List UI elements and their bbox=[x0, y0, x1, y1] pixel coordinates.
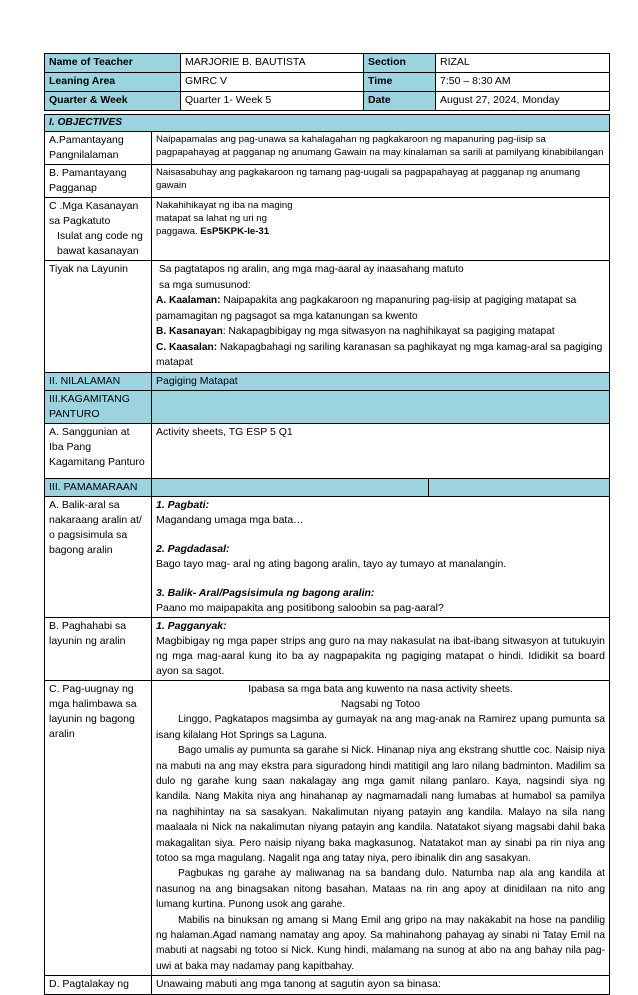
pagtalakay-label: D. Pagtalakay ng bbox=[45, 976, 152, 995]
kaalaman-label: A. Kaalaman: bbox=[156, 295, 221, 306]
kaalaman-line bbox=[156, 293, 605, 324]
date-label: Date bbox=[364, 92, 436, 111]
kaasalan-line bbox=[156, 340, 605, 371]
pagdadasal-text: Bago tayo mag- aral ng ating bagong aralin, tayo ay tumayo at manalangin. bbox=[156, 557, 507, 570]
paghahabi-cell bbox=[152, 617, 610, 680]
area-label: Leaning Area bbox=[45, 73, 181, 92]
balikaral-title: 3. Balik- Aral/Pagsisimula ng bagong aralin: bbox=[156, 586, 375, 599]
story-paragraph-4: Mabilis na binuksan ng amang si Mang Emil ang gripo na may nakakabit na hose na pandilig ng halaman.Agad namang namatay ang apoy. Sa mahinahong pahayag ay sinabi ni Tatay Emil na mabuti at nagsabi ng totoo si Nick. Kung hindi, malamang na sunog at abo na ang bahay nila pag-uwi at baka may nadamay pang kapitbahay. bbox=[156, 914, 605, 972]
area-value: GMRC V bbox=[181, 73, 364, 92]
nilalaman-text: Pagiging Matapat bbox=[152, 372, 610, 390]
balik-label: A. Balik-aral sa nakaraang aralin at/ o pagsisimula sa bagong aralin bbox=[45, 496, 152, 617]
pagganap-text: Naisasabuhay ang pagkakaroon ng tamang pag-uugali sa pagpapahayag at pagganap ng anumang gawain bbox=[152, 165, 610, 198]
story-cell bbox=[152, 680, 610, 976]
pamamaraan-label: III. PAMAMARAAN bbox=[45, 478, 152, 496]
layunin-intro: Sa pagtatapos ng aralin, ang mga mag-aaral ay inaasahang matuto sa mga sumusunod: bbox=[159, 264, 464, 291]
sanggunian-label: A. Sanggunian at Iba Pang Kagamitang Panturo bbox=[45, 423, 152, 478]
balik-cell bbox=[152, 496, 610, 617]
pagbati-text: Magandang umaga mga bata… bbox=[156, 513, 304, 526]
kasanayan-code: EsP5KPK-Ie-31 bbox=[200, 226, 270, 237]
nilalaman-label: II. NILALAMAN bbox=[45, 372, 152, 390]
quarter-label: Quarter & Week bbox=[45, 92, 181, 111]
story-intro: Ipabasa sa mga bata ang kuwento na nasa activity sheets. bbox=[248, 683, 513, 695]
kaalaman-text: Naipapakita ang pagkakaroon ng mapanuring pag-iisip at pagiging matapat sa pamamagitan ng pagsagot sa mga katanungan sa kwento bbox=[156, 295, 577, 322]
story-title: Nagsabi ng Totoo bbox=[340, 698, 421, 710]
objectives-title: I. OBJECTIVES bbox=[45, 115, 610, 132]
story-paragraph-3: Pagbukas ng garahe ay maliwanag na sa bandang dulo. Natumba nap ala ang kandila at nasunog na ang binagsakan nitong basahan. Mataas na rin ang apoy at dinidilaan na nito ang lumang kurtina. Punong usok ang garahe. bbox=[156, 868, 605, 911]
kagamitang-empty bbox=[152, 390, 610, 423]
pagtalakay-text: Unawaing mabuti ang mga tanong at sagutin ayon sa binasa: bbox=[152, 976, 610, 995]
pamantayang-label: A.Pamantayang Pangnilalaman bbox=[45, 132, 152, 165]
kasanayan-text: Nakahihikayat ng iba na maging matapat sa lahat ng uri ng paggawa. bbox=[156, 200, 293, 237]
kaasalan-text: Nakapagbahagi ng sariling karanasan sa paghikayat ng mga kamag-aral sa pagiging matapat bbox=[156, 341, 603, 368]
pagbati-title: 1. Pagbati: bbox=[156, 498, 210, 511]
kasanayan-note: Isulat ang code ng bawat kasanayan bbox=[57, 230, 143, 257]
sanggunian-text: Activity sheets, TG ESP 5 Q1 bbox=[152, 423, 610, 478]
kasanayan2-label: B. Kasanayan bbox=[156, 326, 223, 337]
pamamaraan-mid bbox=[152, 478, 429, 496]
paghahabi-label: B. Paghahabi sa layunin ng aralin bbox=[45, 617, 152, 680]
kasanayan-label: C .Mga Kasanayan sa Pagkatuto bbox=[49, 200, 139, 227]
kaasalan-label: C. Kaasalan: bbox=[156, 341, 218, 353]
layunin-label: Tiyak na Layunin bbox=[45, 261, 152, 373]
kasanayan2-text: : Nakapagbibigay ng mga sitwasyon na naghihikayat sa pagiging matapat bbox=[222, 326, 555, 337]
kasanayan2-line bbox=[156, 324, 605, 340]
header-table bbox=[44, 53, 610, 111]
teacher-label: Name of Teacher bbox=[45, 54, 181, 73]
pagganyak-title: 1. Pagganyak: bbox=[156, 619, 227, 632]
pagganap-label: B. Pamantayang Pagganap bbox=[45, 165, 152, 198]
time-label: Time bbox=[364, 73, 436, 92]
kasanayan-cell bbox=[152, 198, 610, 261]
pamamaraan-right bbox=[429, 478, 610, 496]
pamantayang-text: Naipapamalas ang pag-unawa sa kahalagahan ng pagkakaroon ng mapanuring pag-iisip sa pagpapahayag at pagganap ng anumang Gawain na may kinalaman sa sarili at pamilyang kinabibilangan bbox=[152, 132, 610, 165]
story-paragraph-1: Linggo, Pagkatapos magsimba ay gumayak na ang mag-anak na Ramirez upang pumunta sa isang kilalang Hot Springs sa Laguna. bbox=[156, 714, 605, 741]
paguugnay-label: C. Pag-uugnay ng mga halimbawa sa layunin ng bagong aralin bbox=[45, 680, 152, 976]
quarter-value: Quarter 1- Week 5 bbox=[181, 92, 364, 111]
date-value: August 27, 2024, Monday bbox=[436, 92, 610, 111]
pagganyak-text: Magbibigay ng mga paper strips ang guro na may nakasulat na ibat-ibang sitwasyon at tutukuyin ng mga mag-aaral kung ito ba ay nagpapakita ng pagiging matapat o hindi. Ididikit sa board ayon sa sagot. bbox=[156, 634, 605, 677]
time-value: 7:50 – 8:30 AM bbox=[436, 73, 610, 92]
balikaral-text: Paano mo maipapakita ang positibong saloobin sa pag-aaral? bbox=[156, 601, 444, 614]
kagamitang-label: III.KAGAMITANG PANTURO bbox=[45, 390, 152, 423]
section-value: RIZAL bbox=[436, 54, 610, 73]
story-paragraph-2: Bago umalis ay pumunta sa garahe si Nick. Hinanap niya ang ekstrang shuttle coc. Naisip niya na mabuti na ang may ekstra para siguradong hindi matitigil ang laro nilang badminton. Madilim sa dulo ng garahe kung saan nakalagay ang mga gamit nilang panlaro. Kaya, nagsindi siya ng kandila. Nang Makita niya ang hinahanap ay nagmamadali nang lumabas at humabol sa pamilya na naghihintay na sa sasakyan. Nakalimutan niyang patayin ang kandila. Malayo na sila nang maalaala ni Nick na nakalimutan niyang patayin ang kandila. Natatakot siyang magsabi dahil baka makagalitan siya. Pero naisip niyang baka magkasunog. Natatakot man ay sinabi pa rin niya ang totoo sa mga magulang. Nagalit nga ang tatay niya, pero ibinalik din ang sasakyan. bbox=[156, 745, 605, 864]
pagdadasal-title: 2. Pagdadasal: bbox=[156, 542, 230, 555]
section-label: Section bbox=[364, 54, 436, 73]
kasanayan-label-cell bbox=[45, 198, 152, 261]
lesson-plan-table bbox=[44, 114, 610, 995]
teacher-value: MARJORIE B. BAUTISTA bbox=[181, 54, 364, 73]
layunin-cell bbox=[152, 261, 610, 373]
